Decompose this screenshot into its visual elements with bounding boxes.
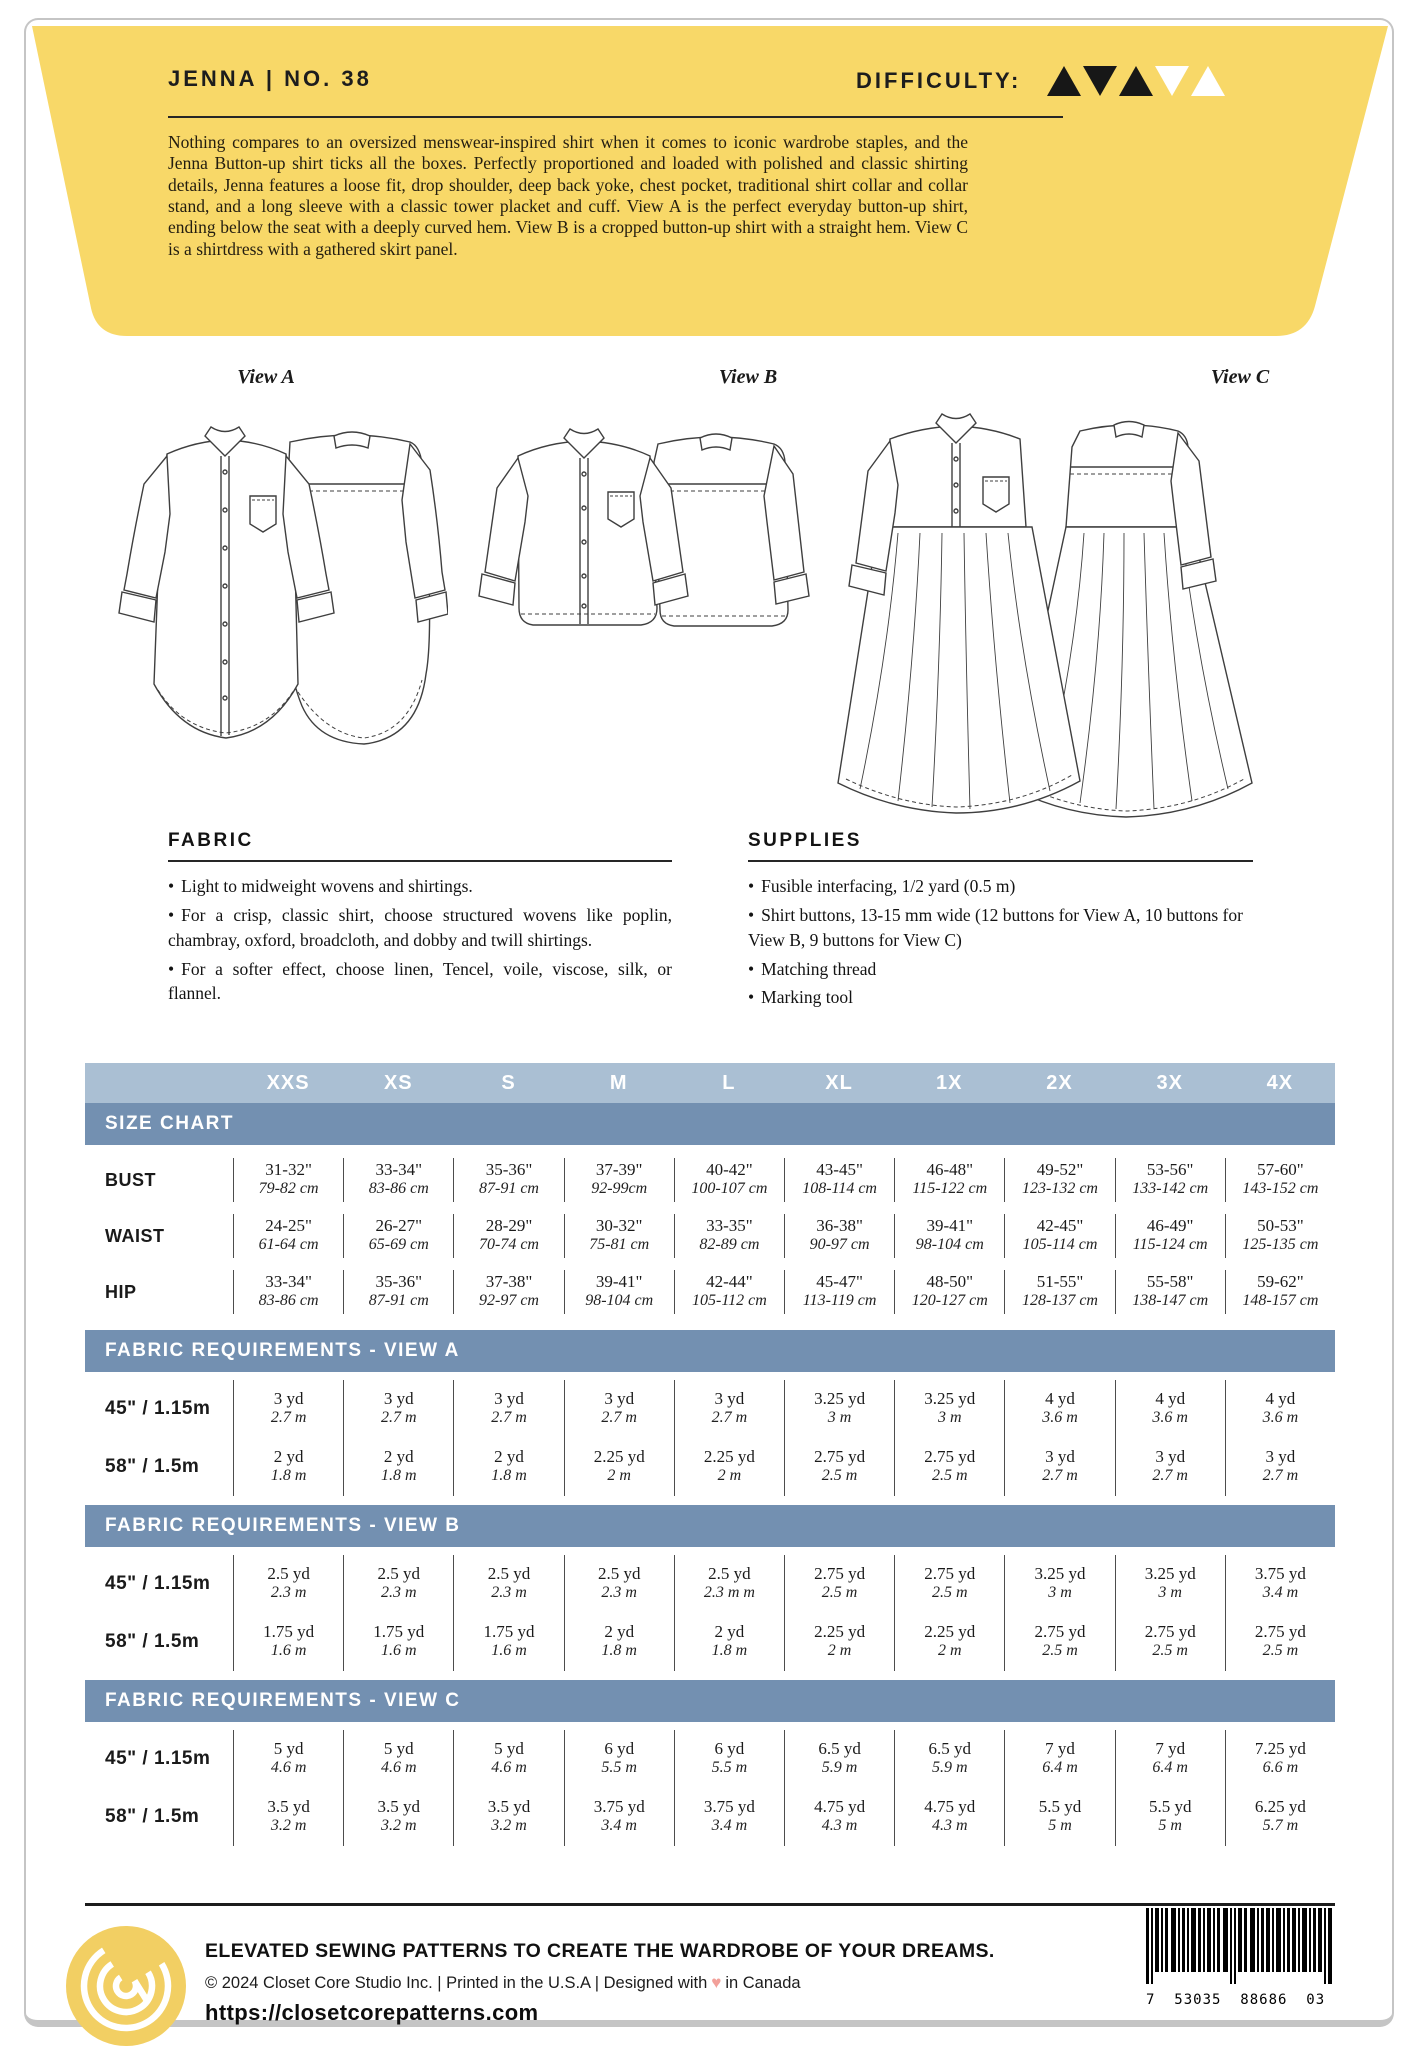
view-a-label: View A xyxy=(237,366,295,388)
supplies-rule xyxy=(748,860,1253,862)
table-cell: 2.75 yd 2.5 m xyxy=(894,1438,1004,1496)
table-cell: 5 yd 4.6 m xyxy=(343,1730,453,1788)
table-cell: 3 yd 2.7 m xyxy=(674,1380,784,1438)
barcode xyxy=(1146,1908,1336,2008)
view-b-illustration xyxy=(476,392,812,702)
table-cell: 4.75 yd 4.3 m xyxy=(894,1788,1004,1846)
table-cell: 33-35" 82-89 cm xyxy=(674,1214,784,1258)
fabric-req-b-band: FABRIC REQUIREMENTS - VIEW B xyxy=(85,1505,1335,1547)
table-cell: 3.25 yd 3 m xyxy=(1004,1555,1114,1613)
row-label: 58" / 1.5m xyxy=(105,1456,200,1477)
table-cell: 6 yd 5.5 m xyxy=(674,1730,784,1788)
table-cell: 2.5 yd 2.3 m xyxy=(564,1555,674,1613)
table-cell: 36-38" 90-97 cm xyxy=(784,1214,894,1258)
table-cell: 39-41" 98-104 cm xyxy=(894,1214,1004,1258)
table-cell: 2 yd 1.8 m xyxy=(564,1613,674,1671)
table-cell: 3 yd 2.7 m xyxy=(343,1380,453,1438)
table-cell: 1.75 yd 1.6 m xyxy=(233,1613,343,1671)
table-cell: 51-55" 128-137 cm xyxy=(1004,1270,1114,1314)
fabric-bullets xyxy=(168,874,672,1010)
difficulty-triangle-icon xyxy=(1083,66,1117,96)
table-cell: 4 yd 3.6 m xyxy=(1115,1380,1225,1438)
size-column-header: 1X xyxy=(936,1071,963,1094)
difficulty-rating xyxy=(856,66,1225,96)
supplies-heading: SUPPLIES xyxy=(748,830,862,851)
bullet-icon: • xyxy=(748,958,755,979)
table-cell: 5.5 yd 5 m xyxy=(1004,1788,1114,1846)
table-cell: 7.25 yd 6.6 m xyxy=(1225,1730,1335,1788)
difficulty-icons xyxy=(1047,66,1225,96)
bullet-icon: • xyxy=(748,987,755,1008)
table-cell: 2.75 yd 2.5 m xyxy=(784,1438,894,1496)
pattern-description: Nothing compares to an oversized menswear-inspired shirt when it comes to iconic wardrobe staples, and the Jenna Button-up shirt ticks all the boxes. Perfectly proportioned and loaded with polished and classic shirting details, Jenna features a loose fit, drop shoulder, deep back yoke, chest pocket, traditional shirt collar and collar stand, and a long sleeve with a classic tower placket and cuff. View A is the perfect everyday button-up shirt, ending below the seat with a deeply curved hem. View B is a cropped button-up shirt with a straight hem. View C is a shirtdress with a gathered skirt panel. xyxy=(168,132,968,259)
table-row xyxy=(85,1265,1335,1321)
table-cell: 2.75 yd 2.5 m xyxy=(784,1555,894,1613)
table-row xyxy=(85,1438,1335,1496)
fabric-req-c-band: FABRIC REQUIREMENTS - VIEW C xyxy=(85,1680,1335,1722)
view-a-illustration xyxy=(112,392,448,812)
table-row xyxy=(85,1788,1335,1846)
table-cell: 2.25 yd 2 m xyxy=(784,1613,894,1671)
table-cell: 3 yd 2.7 m xyxy=(233,1380,343,1438)
table-cell: 59-62" 148-157 cm xyxy=(1225,1270,1335,1314)
table-cell: 3.75 yd 3.4 m xyxy=(1225,1555,1335,1613)
table-cell: 24-25" 61-64 cm xyxy=(233,1214,343,1258)
table-cell: 46-49" 115-124 cm xyxy=(1115,1214,1225,1258)
bullet-icon: • xyxy=(168,876,175,896)
table-cell: 30-32" 75-81 cm xyxy=(564,1214,674,1258)
table-cell: 5 yd 4.6 m xyxy=(233,1730,343,1788)
table-cell: 3.5 yd 3.2 m xyxy=(233,1788,343,1846)
table-cell: 3 yd 2.7 m xyxy=(1115,1438,1225,1496)
list-item: • For a crisp, classic shirt, choose structured wovens like poplin, chambray, oxford, broadcloth, and dobby and twill shirtings. xyxy=(168,904,672,950)
table-cell: 2.25 yd 2 m xyxy=(674,1438,784,1496)
table-cell: 45-47" 113-119 cm xyxy=(784,1270,894,1314)
list-item: • Shirt buttons, 13-15 mm wide (12 buttons for View A, 10 buttons for View B, 9 buttons for View C) xyxy=(748,904,1243,950)
table-cell: 4.75 yd 4.3 m xyxy=(784,1788,894,1846)
table-cell: 2.75 yd 2.5 m xyxy=(1115,1613,1225,1671)
list-item: • For a softer effect, choose linen, Tencel, voile, viscose, silk, or flannel. xyxy=(168,958,672,1004)
size-and-yardage-tables xyxy=(85,1063,1335,1855)
table-cell: 33-34" 83-86 cm xyxy=(233,1270,343,1314)
table-cell: 26-27" 65-69 cm xyxy=(343,1214,453,1258)
table-cell: 42-44" 105-112 cm xyxy=(674,1270,784,1314)
table-cell: 4 yd 3.6 m xyxy=(1225,1380,1335,1438)
size-column-header: M xyxy=(609,1071,628,1094)
size-column-header: XL xyxy=(825,1071,853,1094)
table-cell: 3.75 yd 3.4 m xyxy=(674,1788,784,1846)
table-cell: 2.25 yd 2 m xyxy=(894,1613,1004,1671)
table-cell: 3 yd 2.7 m xyxy=(564,1380,674,1438)
list-item: • Marking tool xyxy=(748,987,854,1008)
size-column-header: XS xyxy=(383,1071,413,1094)
table-row xyxy=(85,1613,1335,1671)
table-cell: 37-39" 92-99cm xyxy=(564,1158,674,1202)
view-c-illustration xyxy=(818,385,1302,837)
table-cell: 3.25 yd 3 m xyxy=(784,1380,894,1438)
size-column-header: 2X xyxy=(1046,1071,1073,1094)
table-cell: 48-50" 120-127 cm xyxy=(894,1270,1004,1314)
table-cell: 3.25 yd 3 m xyxy=(1115,1555,1225,1613)
table-cell: 2.5 yd 2.3 m xyxy=(453,1555,563,1613)
table-cell: 2.25 yd 2 m xyxy=(564,1438,674,1496)
table-cell: 6.5 yd 5.9 m xyxy=(784,1730,894,1788)
size-column-header: S xyxy=(501,1071,516,1094)
table-cell: 2.75 yd 2.5 m xyxy=(894,1555,1004,1613)
table-cell: 1.75 yd 1.6 m xyxy=(343,1613,453,1671)
table-cell: 39-41" 98-104 cm xyxy=(564,1270,674,1314)
table-cell: 46-48" 115-122 cm xyxy=(894,1158,1004,1202)
footer-url: https://closetcorepatterns.com xyxy=(205,2000,539,2025)
difficulty-triangle-icon xyxy=(1155,66,1189,96)
row-label: 45" / 1.15m xyxy=(105,1748,211,1769)
row-label: 45" / 1.15m xyxy=(105,1573,211,1594)
table-cell: 7 yd 6.4 m xyxy=(1115,1730,1225,1788)
footer-divider xyxy=(85,1903,1335,1906)
table-cell: 37-38" 92-97 cm xyxy=(453,1270,563,1314)
table-cell: 2.75 yd 2.5 m xyxy=(1225,1613,1335,1671)
difficulty-triangle-icon xyxy=(1191,66,1225,96)
table-cell: 2.5 yd 2.3 m xyxy=(233,1555,343,1613)
fabric-req-b-rows xyxy=(85,1555,1335,1671)
row-label: 45" / 1.15m xyxy=(105,1398,211,1419)
table-cell: 43-45" 108-114 cm xyxy=(784,1158,894,1202)
table-cell: 42-45" 105-114 cm xyxy=(1004,1214,1114,1258)
table-cell: 2.5 yd 2.3 m xyxy=(343,1555,453,1613)
fabric-req-a-rows xyxy=(85,1380,1335,1496)
bullet-icon: • xyxy=(168,958,175,979)
difficulty-label: DIFFICULTY: xyxy=(856,68,1022,93)
bullet-icon: • xyxy=(748,876,755,896)
footer-tagline: ELEVATED SEWING PATTERNS TO CREATE THE WARDROBE OF YOUR DREAMS. xyxy=(205,1940,995,1962)
table-cell: 6 yd 5.5 m xyxy=(564,1730,674,1788)
table-cell: 3.5 yd 3.2 m xyxy=(343,1788,453,1846)
supplies-bullets xyxy=(748,874,1260,1014)
barcode-digits: 7 53035 88686 03 xyxy=(1146,1992,1326,2008)
row-label: 58" / 1.5m xyxy=(105,1806,200,1827)
view-c-label: View C xyxy=(1210,366,1270,388)
table-cell: 3.25 yd 3 m xyxy=(894,1380,1004,1438)
table-cell: 6.25 yd 5.7 m xyxy=(1225,1788,1335,1846)
barcode-bars xyxy=(1146,1908,1336,1986)
table-cell: 2 yd 1.8 m xyxy=(453,1438,563,1496)
size-column-header: XXS xyxy=(266,1071,310,1094)
footer-copyright: © 2024 Closet Core Studio Inc. | Printed in the U.S.A | Designed with ♥ in Canada xyxy=(205,1973,801,1992)
table-row xyxy=(85,1380,1335,1438)
table-cell: 2 yd 1.8 m xyxy=(343,1438,453,1496)
table-cell: 57-60" 143-152 cm xyxy=(1225,1158,1335,1202)
table-cell: 3 yd 2.7 m xyxy=(1225,1438,1335,1496)
table-row xyxy=(85,1730,1335,1788)
size-chart-band: SIZE CHART xyxy=(85,1103,1335,1145)
table-cell: 4 yd 3.6 m xyxy=(1004,1380,1114,1438)
table-cell: 2 yd 1.8 m xyxy=(233,1438,343,1496)
table-cell: 33-34" 83-86 cm xyxy=(343,1158,453,1202)
table-cell: 35-36" 87-91 cm xyxy=(343,1270,453,1314)
banner-divider xyxy=(168,116,1063,118)
table-cell: 49-52" 123-132 cm xyxy=(1004,1158,1114,1202)
difficulty-triangle-icon xyxy=(1119,66,1153,96)
bullet-icon: • xyxy=(748,904,755,925)
closet-core-logo-icon xyxy=(66,1926,186,2046)
list-item: • Light to midweight wovens and shirtings. xyxy=(168,876,473,896)
table-cell: 28-29" 70-74 cm xyxy=(453,1214,563,1258)
view-b-label: View B xyxy=(718,366,778,388)
table-row xyxy=(85,1555,1335,1613)
size-column-header: 3X xyxy=(1156,1071,1183,1094)
table-cell: 2.75 yd 2.5 m xyxy=(1004,1613,1114,1671)
fabric-heading: FABRIC xyxy=(168,830,254,851)
table-cell: 1.75 yd 1.6 m xyxy=(453,1613,563,1671)
table-cell: 5.5 yd 5 m xyxy=(1115,1788,1225,1846)
table-cell: 2 yd 1.8 m xyxy=(674,1613,784,1671)
table-cell: 3 yd 2.7 m xyxy=(1004,1438,1114,1496)
table-cell: 3.5 yd 3.2 m xyxy=(453,1788,563,1846)
table-cell: 2.5 yd 2.3 m m xyxy=(674,1555,784,1613)
table-cell: 31-32" 79-82 cm xyxy=(233,1158,343,1202)
table-cell: 5 yd 4.6 m xyxy=(453,1730,563,1788)
pattern-title: JENNA | NO. 38 xyxy=(168,66,372,91)
table-cell: 7 yd 6.4 m xyxy=(1004,1730,1114,1788)
table-cell: 40-42" 100-107 cm xyxy=(674,1158,784,1202)
table-cell: 35-36" 87-91 cm xyxy=(453,1158,563,1202)
row-label: WAIST xyxy=(105,1225,165,1246)
table-cell: 3.75 yd 3.4 m xyxy=(564,1788,674,1846)
row-label: BUST xyxy=(105,1169,156,1190)
list-item: • Fusible interfacing, 1/2 yard (0.5 m) xyxy=(748,876,1016,896)
size-column-header: 4X xyxy=(1266,1071,1294,1094)
fabric-req-c-rows xyxy=(85,1730,1335,1846)
table-cell: 3 yd 2.7 m xyxy=(453,1380,563,1438)
difficulty-triangle-icon xyxy=(1047,66,1081,96)
size-column-header: L xyxy=(722,1071,736,1094)
size-chart-rows xyxy=(85,1153,1335,1321)
row-label: 58" / 1.5m xyxy=(105,1631,200,1652)
fabric-rule xyxy=(168,860,672,862)
row-label: HIP xyxy=(105,1281,137,1302)
table-cell: 53-56" 133-142 cm xyxy=(1115,1158,1225,1202)
table-row xyxy=(85,1153,1335,1209)
heart-icon: ♥ xyxy=(711,1973,722,1992)
fabric-req-a-band: FABRIC REQUIREMENTS - VIEW A xyxy=(85,1330,1335,1372)
table-cell: 50-53" 125-135 cm xyxy=(1225,1214,1335,1258)
sizes-header xyxy=(85,1063,1335,1103)
bullet-icon: • xyxy=(168,904,175,925)
list-item: • Matching thread xyxy=(748,958,877,979)
table-row xyxy=(85,1209,1335,1265)
table-cell: 6.5 yd 5.9 m xyxy=(894,1730,1004,1788)
table-cell: 55-58" 138-147 cm xyxy=(1115,1270,1225,1314)
